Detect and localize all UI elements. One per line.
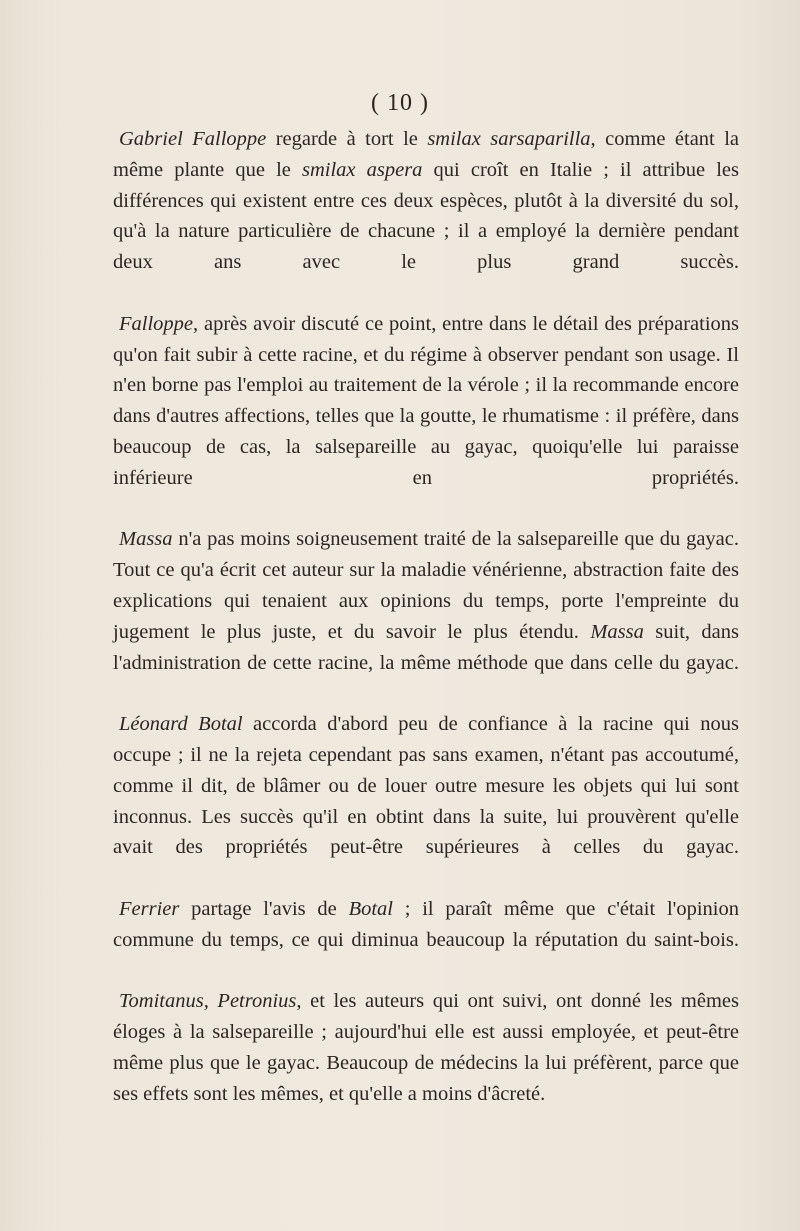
author-name: Gabriel Falloppe bbox=[119, 128, 267, 150]
paragraph-falloppe-1 bbox=[113, 124, 739, 309]
author-name: Falloppe bbox=[119, 312, 194, 335]
author-name: Tomitanus, Petronius bbox=[119, 990, 297, 1013]
author-name: Massa bbox=[590, 620, 644, 643]
paragraph-text: accorda d'abord peu de confiance à la racine qui nous occupe ; il ne la rejeta cependant pas sans examen, n'étant pas accoutumé, comme il dit, de blâmer ou de louer outre mesure les objets qui lui sont inconnus. Les succès qu'il en obtint dans la suite, lui prouvèrent qu'elle avait des propriétés peut-être supérieures à celles du gayac. bbox=[113, 713, 739, 859]
paragraph-tomitanus bbox=[113, 986, 739, 1109]
author-name: Léonard Botal bbox=[119, 713, 243, 736]
species-name: smilax aspera bbox=[302, 158, 423, 181]
body-text bbox=[113, 124, 739, 1110]
paragraph-text: , après avoir discuté ce point, entre dans le détail des préparations qu'on fait subir à cette racine, et du régime à observer pendant son usage. Il n'en borne pas l'emploi au traitement de la vérole ; il la recommande encore dans d'autres affections, telles que la goutte, le rhumatisme : il préfère, dans beaucoup de cas, la salsepareille au gayac, quoiqu'elle lui paraisse inférieure en propriétés. bbox=[113, 312, 739, 489]
page-number: ( 10 ) bbox=[371, 90, 429, 116]
paragraph-text: ; il paraît même que c'était l'opinion commune du temps, ce qui diminua beaucoup la réputation du saint-bois. bbox=[113, 897, 739, 951]
author-name: Ferrier bbox=[119, 897, 180, 920]
species-name: smilax sarsaparilla bbox=[427, 128, 591, 150]
paragraph-text: qui croît en Italie ; il attribue les différences qui existent entre ces deux espèces, plutôt à la diversité du sol, qu'à la nature particulière de chacune ; il a employé la dernière pendant deux ans avec le plus grand succès. bbox=[113, 158, 739, 274]
paragraph-text: , comme étant la même plante que le bbox=[113, 128, 739, 181]
paragraph-falloppe-2 bbox=[113, 309, 739, 525]
paragraph-botal bbox=[113, 709, 739, 894]
paragraph-ferrier bbox=[113, 894, 739, 986]
author-name: Botal bbox=[348, 897, 393, 920]
paragraph-text: regarde à tort le bbox=[266, 128, 428, 150]
paragraph-text: n'a pas moins soigneusement traité de la salsepareille que du gayac. Tout ce qu'a écrit cet auteur sur la maladie vénérienne, abstraction faite des explications qui tenaient aux opinions du temps, porte l'empreinte du jugement le plus juste, et du savoir le plus étendu. bbox=[113, 528, 739, 643]
paragraph-text: suit, dans l'administration de cette racine, la même méthode que dans celle du gayac. bbox=[113, 620, 739, 674]
paragraph-text: partage l'avis de bbox=[179, 897, 349, 920]
paragraph-text: , et les auteurs qui ont suivi, ont donné les mêmes éloges à la salsepareille ; aujourd'hui elle est aussi employée, et peut-être même plus que le gayac. Beaucoup de médecins la lui préfèrent, parce que ses effets sont les mêmes, et qu'elle a moins d'âcreté. bbox=[113, 990, 739, 1105]
paragraph-massa bbox=[113, 524, 739, 709]
author-name: Massa bbox=[119, 528, 173, 551]
